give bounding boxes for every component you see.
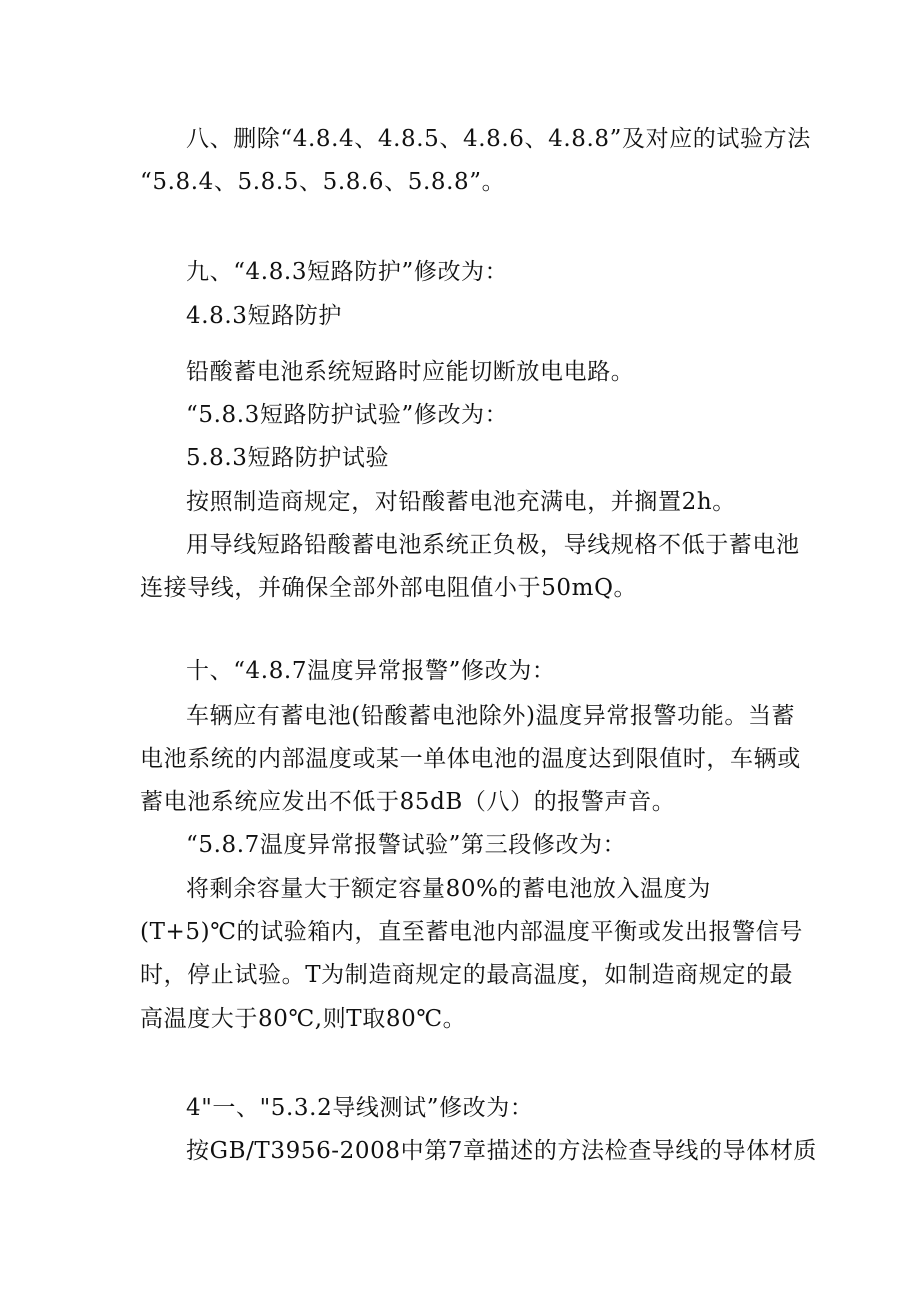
section-8-continuation: “5.8.4、5.8.5、5.8.6、5.8.8”。 xyxy=(140,169,506,195)
section-11-heading: 4"一、"5.3.2导线测试”修改为： xyxy=(186,1095,534,1121)
clause-5-3-2-text-1: 按GB/T3956-2008中第7章描述的方法检查导线的导体材质 xyxy=(186,1138,818,1164)
clause-5-8-7-text-2: (T+5)℃的试验箱内，直至蓄电池内部温度平衡或发出报警信号 xyxy=(140,919,803,945)
clause-5-8-3-step-2-cont: 连接导线，并确保全部外部电阻值小于50mQ。 xyxy=(140,575,638,601)
section-8-heading: 八、删除“4.8.4、4.8.5、4.8.6、4.8.8”及对应的试验方法 xyxy=(186,126,811,152)
clause-4-8-7-text-1: 车辆应有蓄电池(铅酸蓄电池除外)温度异常报警功能。当蓄 xyxy=(186,703,796,729)
clause-4-8-3-text: 铅酸蓄电池系统短路时应能切断放电电路。 xyxy=(186,359,635,385)
clause-5-8-7-text-1: 将剩余容量大于额定容量80%的蓄电池放入温度为 xyxy=(186,876,711,902)
clause-5-8-3-title: 5.8.3短路防护试验 xyxy=(186,445,390,471)
clause-4-8-7-text-3: 蓄电池系统应发出不低于85dB（八）的报警声音。 xyxy=(140,789,676,815)
clause-5-8-7-text-4: 高温度大于80℃,则T取80℃。 xyxy=(140,1006,467,1032)
section-9-heading: 九、“4.8.3短路防护”修改为： xyxy=(186,259,509,285)
clause-5-8-3-step-2: 用导线短路铅酸蓄电池系统正负极，导线规格不低于蓄电池 xyxy=(186,532,800,558)
clause-5-8-7-heading: “5.8.7温度异常报警试验”第三段修改为： xyxy=(186,832,627,858)
clause-5-8-3-heading: “5.8.3短路防护试验”修改为： xyxy=(186,402,509,428)
clause-4-8-7-text-2: 电池系统的内部温度或某一单体电池的温度达到限值时，车辆或 xyxy=(140,746,801,772)
clause-4-8-3-title: 4.8.3短路防护 xyxy=(186,303,342,329)
clause-5-8-7-text-3: 时，停止试验。T为制造商规定的最高温度，如制造商规定的最 xyxy=(140,962,794,988)
clause-5-8-3-step-1: 按照制造商规定，对铅酸蓄电池充满电，并搁置2h。 xyxy=(186,489,736,515)
section-10-heading: 十、“4.8.7温度异常报警”修改为： xyxy=(186,658,556,684)
